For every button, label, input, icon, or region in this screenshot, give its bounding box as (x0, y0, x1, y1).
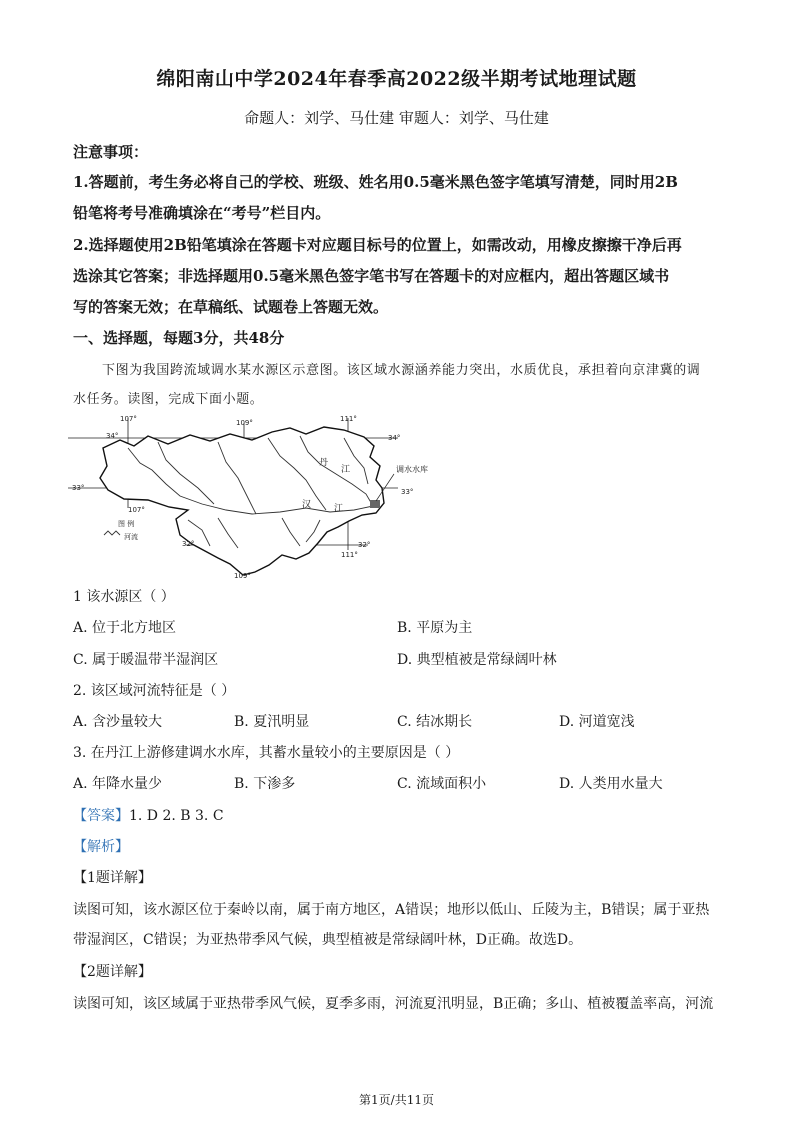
q3-option-b: B. 下渗多 (234, 776, 296, 792)
q2-option-c: C. 结冰期长 (397, 714, 473, 730)
q1-option-c: C. 属于暖温带半湿润区 (73, 652, 219, 668)
notice-item2-line3: 写的答案无效；在草稿纸、试题卷上答题无效。 (73, 298, 389, 316)
legend-title: 图 例 (118, 520, 135, 528)
q1-stem: 1 该水源区（ ） (73, 589, 175, 605)
q2-stem: 2. 该区域河流特征是（ ） (73, 683, 236, 699)
reservoir-label: 调水水库 (396, 465, 428, 474)
intro-line1: 下图为我国跨流域调水某水源区示意图。该区域水源涵养能力突出，水质优良，承担着向京津冀的调 (102, 363, 701, 378)
lon-111-top: 111° (340, 415, 357, 423)
lat-34-left: 34° (106, 432, 119, 440)
q3-option-d: D. 人类用水量大 (559, 776, 663, 792)
answer-tag: 【答案】 (73, 808, 129, 824)
legend-river-label: 河流 (124, 533, 138, 541)
answer-line (73, 805, 224, 825)
label-dan: 丹 (319, 458, 329, 468)
lat-34-right: 34° (388, 434, 401, 442)
answer-text: 1. D 2. B 3. C (129, 808, 224, 824)
q3-option-a: A. 年降水量少 (73, 776, 163, 792)
notice-item1-line2: 铅笔将考号准确填涂在“考号”栏目内。 (73, 204, 331, 222)
detail2-tag: 【2题详解】 (73, 964, 152, 980)
label-han: 汉 (302, 500, 312, 510)
detail1-line2: 带湿润区，C错误；为亚热带季风气候，典型植被是常绿阔叶林，D正确。故选D。 (73, 932, 583, 948)
notice-item2-line1: 2.选择题使用2B铅笔填涂在答题卡对应题目标号的位置上，如需改动，用橡皮擦擦干净后再 (73, 236, 682, 254)
q1-option-a: A. 位于北方地区 (73, 620, 177, 636)
q3-stem: 3. 在丹江上游修建调水水库，其蓄水量较小的主要原因是（ ） (73, 745, 460, 761)
notice-item1-line1: 1.答题前，考生务必将自己的学校、班级、姓名用0.5毫米黑色签字笔填写清楚，同时用2B (73, 173, 678, 191)
detail2-line1: 读图可知，该区域属于亚热带季风气候，夏季多雨，河流夏汛明显，B正确；多山、植被覆盖率高，河流 (73, 996, 714, 1012)
page-footer: 第1页/共11页 (359, 1093, 434, 1107)
lat-32-left: 32° (182, 540, 195, 548)
page-title: 绵阳南山中学2024年春季高2022级半期考试地理试题 (156, 68, 637, 90)
section-heading: 一、选择题，每题3分，共48分 (73, 329, 285, 347)
lon-107-bottom: 107° (128, 506, 145, 514)
detail1-line1: 读图可知，该水源区位于秦岭以南，属于南方地区，A错误；地形以低山、丘陵为主，B错误；属于亚热 (73, 902, 710, 918)
q1-option-b: B. 平原为主 (397, 620, 473, 636)
lon-107-top: 107° (120, 415, 137, 423)
lon-111-bottom: 111° (341, 551, 358, 559)
q1-option-d: D. 典型植被是常绿阔叶林 (397, 652, 557, 668)
label-jiang-2: 江 (334, 504, 344, 514)
analysis-tag: 【解析】 (73, 839, 129, 855)
label-jiang-1: 江 (341, 465, 351, 475)
notice-item2-line2: 选涂其它答案；非选择题用0.5毫米黑色签字笔书写在答题卡的对应框内，超出答题区域书 (73, 267, 670, 285)
q2-option-a: A. 含沙量较大 (73, 714, 163, 730)
lat-32-right: 32° (358, 541, 371, 549)
lat-33-left: 33° (72, 484, 85, 492)
legend-river-icon (104, 531, 120, 535)
intro-line2: 水任务。读图，完成下面小题。 (73, 392, 264, 407)
q2-option-d: D. 河道宽浅 (559, 714, 635, 730)
lat-33-right: 33° (401, 488, 414, 496)
authors-line: 命题人：刘学、马仕建 审题人：刘学、马仕建 (244, 109, 549, 127)
notice-heading: 注意事项： (73, 143, 149, 161)
q2-option-b: B. 夏汛明显 (234, 714, 310, 730)
q3-option-c: C. 流域面积小 (397, 776, 487, 792)
detail1-tag: 【1题详解】 (73, 870, 152, 886)
lon-109-top: 109° (236, 419, 253, 427)
reservoir-marker (370, 500, 380, 508)
lon-109-bottom: 109° (234, 572, 251, 580)
water-source-map (68, 408, 428, 584)
